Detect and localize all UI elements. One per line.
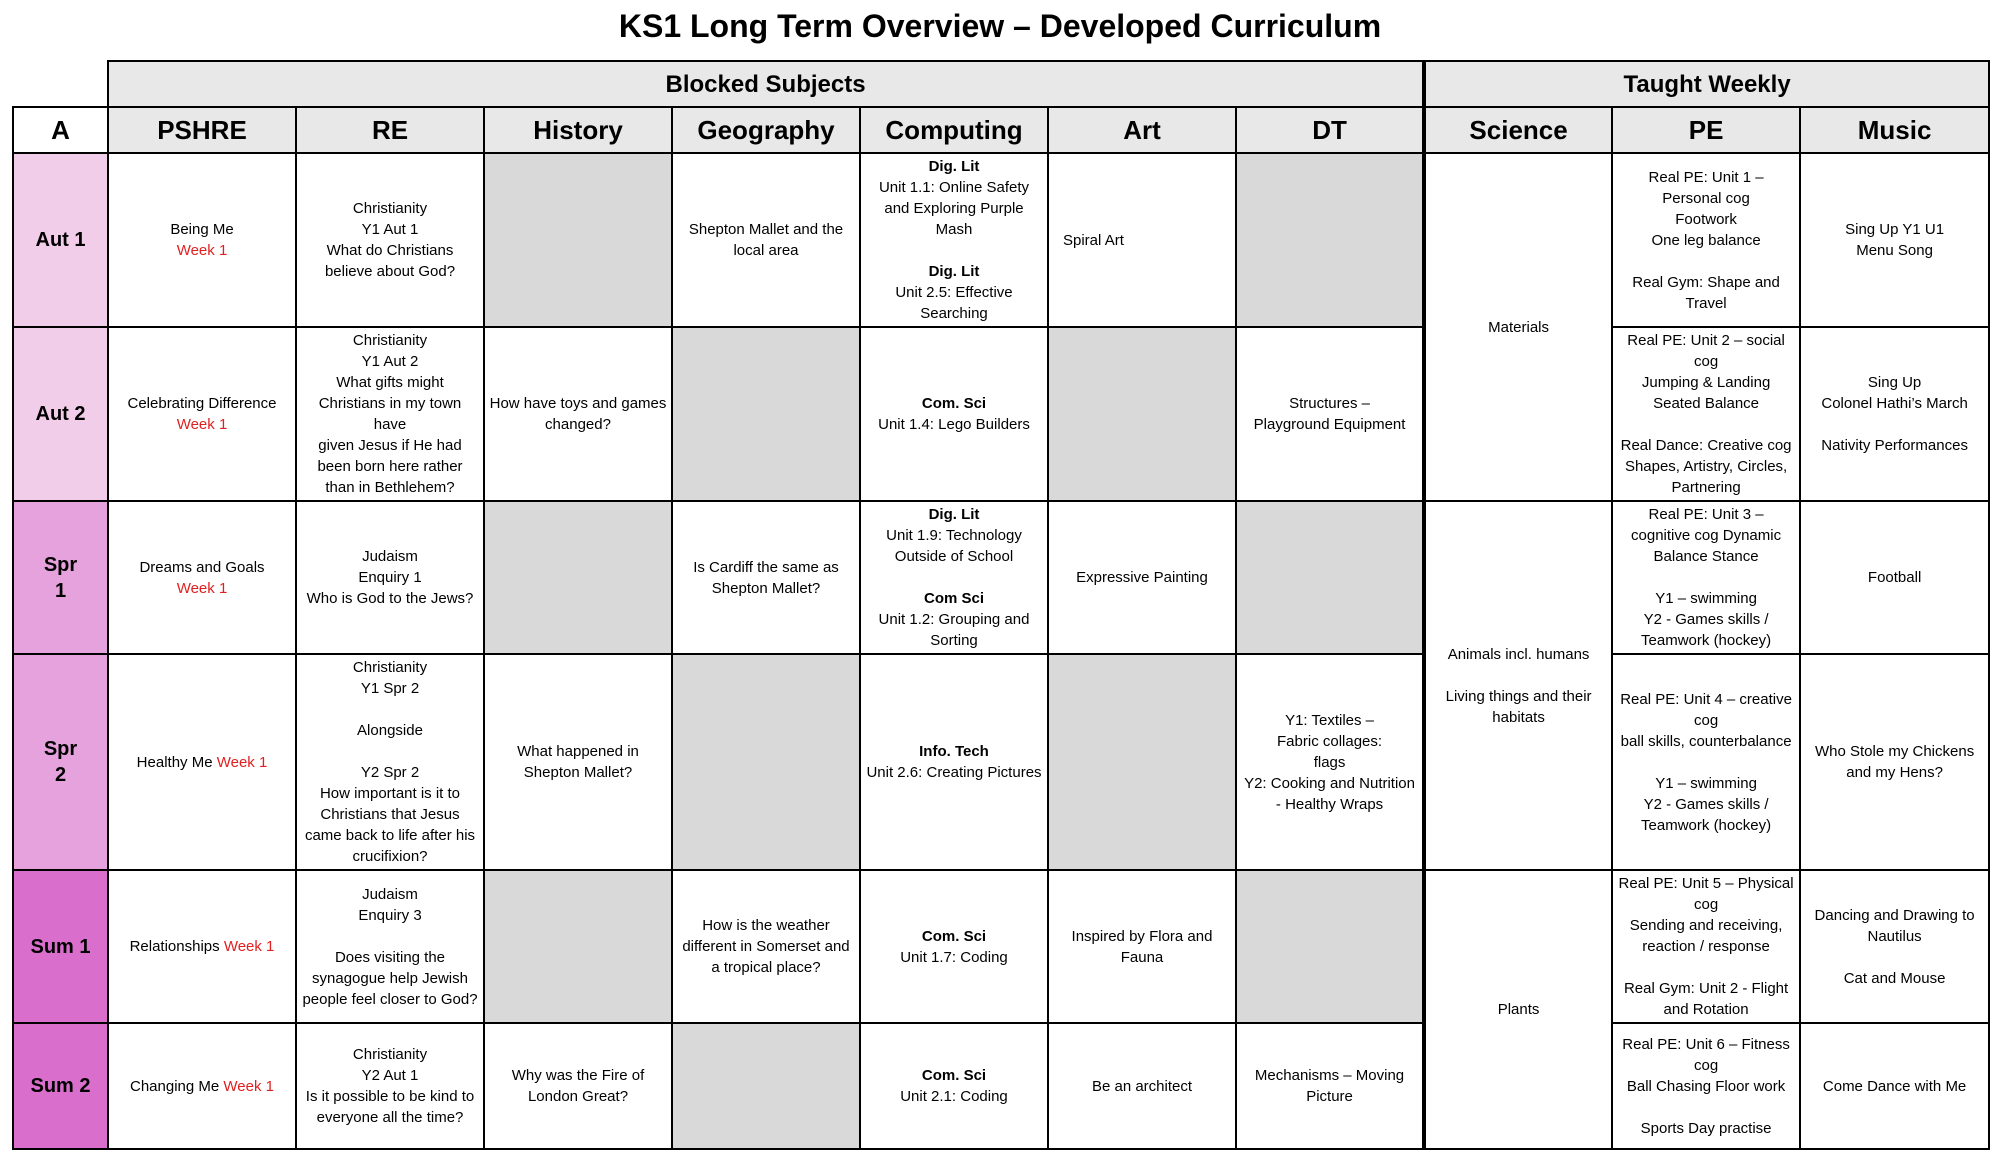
cell-line: Y1 Spr 2 — [360, 680, 420, 697]
history-cell — [484, 1023, 672, 1149]
cell-line: Enquiry 3 — [358, 906, 422, 924]
blank-line — [1617, 752, 1795, 773]
art-cell — [1048, 153, 1236, 327]
term-row — [13, 870, 1989, 1023]
cell-line: Footwork — [1675, 210, 1737, 228]
pe-cell — [1612, 870, 1800, 1023]
computing-unit: Unit 1.7: Coding — [900, 948, 1008, 966]
blank-line — [1617, 957, 1795, 978]
blank-line — [1617, 251, 1795, 272]
corner-cell — [13, 61, 108, 107]
subject-header-history: History — [484, 107, 672, 153]
cell-line: Personal cog — [1662, 189, 1750, 207]
cell-line: ball skills, counterbalance — [1620, 732, 1792, 750]
cell-line: Y1 Aut 2 — [361, 353, 419, 370]
music-cell — [1800, 153, 1989, 327]
computing-strand: Com. Sci — [921, 395, 987, 412]
cell-line: Real PE: Unit 4 – creative cog — [1620, 690, 1792, 729]
blank-line — [1617, 414, 1795, 435]
cell-line: Christianity — [352, 200, 428, 217]
cell-line: Colonel Hathi’s March — [1821, 395, 1968, 412]
computing-unit: Unit 2.5: Effective Searching — [895, 284, 1013, 322]
cell-line: Real PE: Unit 6 – Fitness cog — [1622, 1035, 1790, 1074]
cell-line: Jumping & Landing — [1641, 374, 1771, 391]
art-cell — [1048, 654, 1236, 870]
geography-cell — [672, 654, 860, 870]
term-label-main: Spr — [43, 738, 78, 760]
cell-line: Christianity — [352, 332, 428, 349]
cell-line: Real PE: Unit 2 – social cog — [1627, 332, 1785, 370]
pshre-topic: Changing Me — [130, 1077, 220, 1095]
term-label — [13, 870, 108, 1023]
blank-line — [1805, 414, 1984, 435]
dt-cell — [1236, 327, 1424, 501]
music-cell — [1800, 1023, 1989, 1149]
computing-strand: Dig. Lit — [928, 158, 980, 175]
dt-cell — [1236, 870, 1424, 1023]
subject-header-pe: PE — [1612, 107, 1800, 153]
re-cell — [296, 654, 484, 870]
cell-line: Mechanisms – Moving Picture — [1254, 1067, 1405, 1105]
term-label — [13, 327, 108, 501]
cell-line: Living things and their habitats — [1445, 687, 1592, 726]
pshre-week: Week 1 — [216, 753, 268, 771]
page-title: KS1 Long Term Overview – Developed Curriculum — [618, 8, 1382, 44]
group-header-weekly: Taught Weekly — [1424, 61, 1989, 107]
term-row — [13, 654, 1989, 870]
term-row — [13, 327, 1989, 501]
re-cell — [296, 153, 484, 327]
music-cell — [1800, 654, 1989, 870]
cell-line: One leg balance — [1651, 231, 1761, 249]
cell-line: Come Dance with Me — [1822, 1077, 1967, 1095]
cell-line: Christianity — [352, 1046, 428, 1063]
pshre-week: Week 1 — [223, 1077, 274, 1095]
cell-line: Sing Up Y1 U1 — [1845, 221, 1945, 238]
history-cell — [484, 501, 672, 654]
cell-line: Plants — [1497, 1001, 1540, 1018]
art-cell — [1048, 327, 1236, 501]
term-label-main: Spr — [43, 553, 78, 576]
art-topic: Be an architect — [1091, 1077, 1193, 1095]
subject-header-re: RE — [296, 107, 484, 153]
cell-line: Fabric collages: — [1277, 732, 1383, 750]
cell-line: Sending and receiving, reaction / response — [1629, 917, 1783, 955]
cell-line: Y1: Textiles – — [1285, 711, 1375, 729]
term-label — [13, 153, 108, 327]
cell-line: Does visiting the synagogue help Jewish people feel closer to God? — [302, 948, 478, 1008]
computing-unit: Unit 1.1: Online Safety and Exploring Purple Mash — [878, 179, 1030, 238]
re-cell — [296, 327, 484, 501]
geography-cell — [672, 1023, 860, 1149]
science-cell — [1424, 870, 1612, 1149]
cell-line: Who Stole my Chickens and my Hens? — [1814, 743, 1975, 781]
computing-strand: Com. Sci — [921, 1067, 987, 1084]
re-cell — [296, 870, 484, 1023]
cell-line: Y1 – swimming — [1655, 590, 1757, 607]
cell-line: Menu Song — [1856, 242, 1933, 259]
geography-topic: How is the weather different in Somerset and a tropical place? — [682, 917, 850, 976]
term-row — [13, 501, 1989, 654]
subject-header-music: Music — [1800, 107, 1989, 153]
computing-cell — [860, 153, 1048, 327]
cell-line: Christianity — [352, 659, 428, 676]
history-cell — [484, 870, 672, 1023]
subject-header-computing: Computing — [860, 107, 1048, 153]
cell-line: Real Gym: Unit 2 - Flight and Rotation — [1623, 980, 1789, 1018]
cell-line: Y2 Spr 2 — [360, 764, 420, 781]
pshre-cell — [108, 327, 296, 501]
dt-cell — [1236, 153, 1424, 327]
cell-line: Y2 - Games skills / Teamwork (hockey) — [1641, 611, 1772, 649]
art-cell — [1048, 870, 1236, 1023]
history-topic: What happened in Shepton Mallet? — [517, 743, 639, 781]
pe-cell — [1612, 654, 1800, 870]
art-cell — [1048, 1023, 1236, 1149]
cell-line: Real PE: Unit 3 – cognitive cog Dynamic Balance Stance — [1631, 506, 1782, 565]
dt-cell — [1236, 1023, 1424, 1149]
pshre-topic: Dreams and Goals — [139, 558, 265, 576]
music-cell — [1800, 870, 1989, 1023]
cell-line: Y2 Aut 1 — [361, 1067, 419, 1084]
computing-cell — [860, 870, 1048, 1023]
cell-line: Nativity Performances — [1821, 437, 1968, 454]
geography-topic: Shepton Mallet and the local area — [688, 221, 844, 259]
blank-line — [301, 926, 479, 947]
computing-cell — [860, 654, 1048, 870]
history-cell — [484, 654, 672, 870]
computing-strand: Dig. Lit — [928, 263, 980, 280]
computing-unit: Unit 1.4: Lego Builders — [878, 416, 1030, 433]
geography-topic: Is Cardiff the same as Shepton Mallet? — [693, 558, 839, 597]
term-column-header: A — [13, 107, 108, 153]
art-topic: Inspired by Flora and Fauna — [1071, 927, 1213, 966]
blank-line — [1805, 947, 1984, 968]
cell-line: Real Dance: Creative cog Shapes, Artistry, Circles, Partnering — [1620, 437, 1792, 496]
history-cell — [484, 153, 672, 327]
pe-cell — [1612, 327, 1800, 501]
pshre-topic: Celebrating Difference — [127, 395, 277, 412]
computing-cell — [860, 501, 1048, 654]
term-label-number: 2 — [54, 764, 67, 786]
cell-line: Structures – — [1289, 395, 1370, 412]
history-cell — [484, 327, 672, 501]
cell-line: Y2: Cooking and Nutrition - Healthy Wraps — [1244, 774, 1415, 813]
term-label — [13, 654, 108, 870]
cell-line: Real PE: Unit 1 – — [1648, 168, 1764, 186]
cell-line: Y1 – swimming — [1655, 774, 1757, 792]
cell-line: Materials — [1488, 318, 1549, 336]
art-topic: Spiral Art — [1063, 231, 1124, 249]
term-label-main: Aut 2 — [35, 403, 86, 425]
cell-line: Y1 Aut 1 — [361, 221, 419, 238]
subject-header-art: Art — [1048, 107, 1236, 153]
cell-line: given Jesus if He had been born here rather than in Bethlehem? — [317, 437, 463, 496]
pshre-topic: Healthy Me — [136, 753, 213, 771]
term-label-main: Sum 2 — [30, 1075, 91, 1097]
computing-strand: Dig. Lit — [928, 506, 980, 523]
cell-line: flags — [1313, 753, 1346, 771]
geography-cell — [672, 153, 860, 327]
cell-line: What gifts might Christians in my town have — [318, 374, 462, 433]
cell-line: Sports Day practise — [1640, 1119, 1772, 1137]
pe-cell — [1612, 153, 1800, 327]
cell-line: Seated Balance — [1653, 395, 1760, 412]
history-topic: How have toys and games changed? — [489, 395, 667, 433]
cell-line: Ball Chasing Floor work — [1626, 1077, 1786, 1095]
blank-line — [1430, 665, 1607, 686]
pshre-week: Week 1 — [176, 242, 228, 259]
pshre-week: Week 1 — [176, 579, 228, 597]
computing-unit: Unit 2.1: Coding — [900, 1088, 1008, 1105]
blank-line — [1617, 1097, 1795, 1118]
pshre-cell — [108, 1023, 296, 1149]
term-label-number: 1 — [54, 579, 67, 602]
group-header-blocked: Blocked Subjects — [108, 61, 1424, 107]
cell-line: Real PE: Unit 5 – Physical cog — [1618, 875, 1794, 913]
blank-line — [865, 240, 1043, 261]
history-topic: Why was the Fire of London Great? — [511, 1067, 645, 1105]
music-cell — [1800, 327, 1989, 501]
blank-line — [301, 699, 479, 720]
pshre-week: Week 1 — [176, 416, 228, 433]
term-label-main: Sum 1 — [30, 935, 91, 958]
pshre-cell — [108, 153, 296, 327]
computing-unit: Unit 2.6: Creating Pictures — [866, 764, 1042, 781]
re-cell — [296, 501, 484, 654]
cell-line: Real Gym: Shape and Travel — [1632, 273, 1780, 312]
term-label-main: Aut 1 — [35, 229, 86, 251]
computing-strand: Com Sci — [923, 590, 984, 607]
subject-header-geography: Geography — [672, 107, 860, 153]
cell-line: Enquiry 1 — [358, 569, 422, 586]
cell-line: Animals incl. humans — [1447, 645, 1590, 663]
cell-line: Is it possible to be kind to everyone all the time? — [305, 1088, 475, 1126]
blank-line — [1617, 567, 1795, 588]
subject-header-dt: DT — [1236, 107, 1424, 153]
term-label — [13, 1023, 108, 1149]
pshre-cell — [108, 501, 296, 654]
geography-cell — [672, 870, 860, 1023]
cell-line: Playground Equipment — [1253, 416, 1406, 433]
dt-cell — [1236, 501, 1424, 654]
curriculum-table — [12, 60, 1990, 1150]
pe-cell — [1612, 501, 1800, 654]
subject-header-pshre: PSHRE — [108, 107, 296, 153]
pshre-cell — [108, 870, 296, 1023]
computing-unit: Unit 1.9: Technology Outside of School — [886, 527, 1022, 565]
cell-line: How important is it to Christians that Jesus came back to life after his crucifixion? — [304, 785, 476, 865]
cell-line: Judaism — [362, 885, 418, 903]
science-cell — [1424, 153, 1612, 501]
cell-line: What do Christians believe about God? — [324, 242, 456, 280]
pshre-cell — [108, 654, 296, 870]
art-cell — [1048, 501, 1236, 654]
term-row — [13, 153, 1989, 327]
pshre-topic: Being Me — [170, 221, 234, 238]
music-cell — [1800, 501, 1989, 654]
term-row — [13, 1023, 1989, 1149]
blank-line — [301, 741, 479, 762]
cell-line: Cat and Mouse — [1843, 969, 1946, 987]
cell-line: Y2 - Games skills / Teamwork (hockey) — [1641, 795, 1772, 834]
computing-unit: Unit 1.2: Grouping and Sorting — [878, 611, 1030, 649]
computing-strand: Info. Tech — [919, 743, 989, 760]
pshre-topic: Relationships — [129, 938, 220, 955]
cell-line: Judaism — [362, 548, 418, 565]
art-topic: Expressive Painting — [1076, 569, 1208, 586]
cell-line: Alongside — [357, 722, 423, 739]
cell-line: Who is God to the Jews? — [306, 590, 474, 607]
blank-line — [865, 567, 1043, 588]
cell-line: Dancing and Drawing to Nautilus — [1814, 906, 1975, 945]
pe-cell — [1612, 1023, 1800, 1149]
cell-line: Football — [1867, 569, 1922, 586]
geography-cell — [672, 327, 860, 501]
term-label — [13, 501, 108, 654]
computing-strand: Com. Sci — [921, 927, 987, 945]
pshre-week: Week 1 — [223, 938, 275, 955]
science-cell — [1424, 501, 1612, 870]
subject-header-science: Science — [1424, 107, 1612, 153]
re-cell — [296, 1023, 484, 1149]
cell-line: Sing Up — [1867, 374, 1922, 391]
computing-cell — [860, 1023, 1048, 1149]
computing-cell — [860, 327, 1048, 501]
geography-cell — [672, 501, 860, 654]
dt-cell — [1236, 654, 1424, 870]
